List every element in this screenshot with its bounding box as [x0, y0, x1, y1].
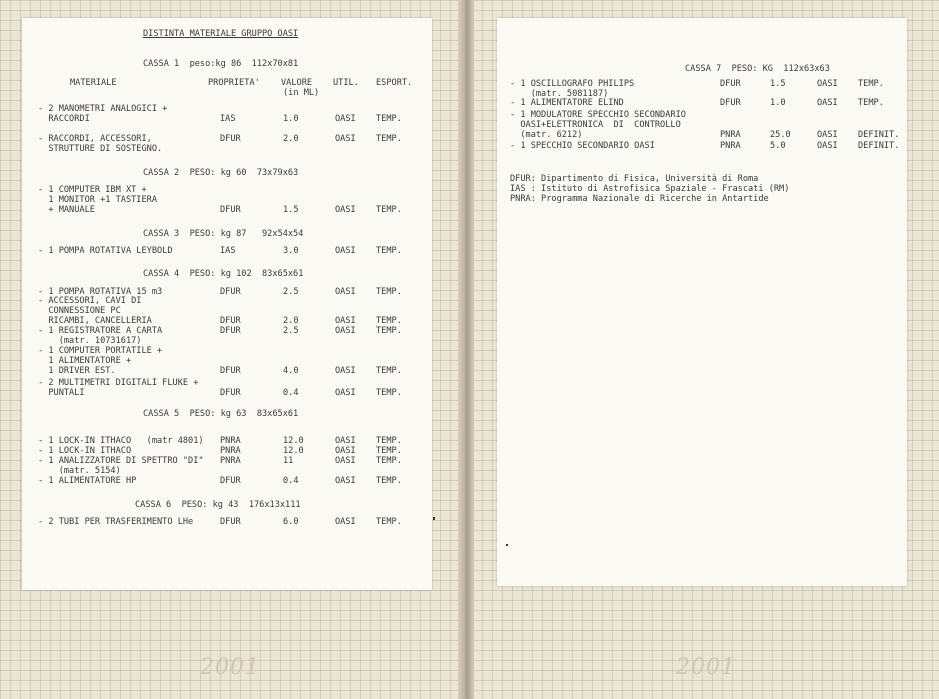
item-export: TEMP.: [376, 366, 402, 376]
item-use: OASI: [817, 79, 838, 89]
cassa3-header: CASSA 3 PESO: kg 87 92x54x54: [143, 229, 304, 239]
item-description-line: - 1 SPECCHIO SECONDARIO OASI: [510, 141, 655, 151]
item-description-line: (matr. 10731617): [38, 336, 142, 346]
item-description-line: - 1 ALIMENTATORE HP: [38, 476, 137, 486]
item-description-line: STRUTTURE DI SOSTEGNO.: [38, 144, 163, 154]
item-value: 0.4: [283, 476, 299, 486]
item-property: DFUR: [220, 517, 241, 527]
item-value: 1.0: [770, 98, 786, 108]
item-value: 1.5: [283, 205, 299, 215]
item-property: PNRA: [720, 130, 741, 140]
item-description-line: - 1 REGISTRATORE A CARTA: [38, 326, 163, 336]
item-description-line: (matr. 6212): [510, 130, 583, 140]
item-export: TEMP.: [376, 287, 402, 297]
notebook-spine: [458, 0, 474, 699]
item-value: 12.0: [283, 436, 304, 446]
legend-line-ias: IAS : Istituto di Astrofisica Spaziale - Frascati (RM): [510, 184, 790, 194]
cassa5-header: CASSA 5 PESO: kg 63 83x65x61: [143, 409, 299, 419]
item-description-line: 1 ALIMENTATORE +: [38, 356, 132, 366]
item-export: TEMP.: [858, 98, 884, 108]
item-property: DFUR: [220, 388, 241, 398]
item-export: TEMP.: [376, 326, 402, 336]
item-description-line: - 1 MODULATORE SPECCHIO SECONDARIO: [510, 110, 686, 120]
item-use: OASI: [335, 388, 356, 398]
ink-mark: [506, 544, 508, 546]
item-value: 5.0: [770, 141, 786, 151]
item-export: TEMP.: [376, 517, 402, 527]
item-export: TEMP.: [376, 388, 402, 398]
cassa2-header: CASSA 2 PESO: kg 60 73x79x63: [143, 168, 299, 178]
item-use: OASI: [817, 130, 838, 140]
item-description-line: - 1 LOCK-IN ITHACO (matr 4801): [38, 436, 204, 446]
item-description-line: - 1 ANALIZZATORE DI SPETTRO "DI": [38, 456, 204, 466]
item-export: TEMP.: [376, 456, 402, 466]
col-header-value-unit: (in ML): [283, 88, 320, 98]
item-description-line: - 1 COMPUTER PORTATILE +: [38, 346, 163, 356]
item-value: 6.0: [283, 517, 299, 527]
item-description-line: - 1 LOCK-IN ITHACO: [38, 446, 132, 456]
item-property: PNRA: [220, 456, 241, 466]
item-value: 25.0: [770, 130, 791, 140]
item-property: DFUR: [220, 476, 241, 486]
item-use: OASI: [335, 316, 356, 326]
item-use: OASI: [335, 517, 356, 527]
item-export: TEMP.: [858, 79, 884, 89]
item-description-line: + MANUALE: [38, 205, 95, 215]
item-use: OASI: [335, 456, 356, 466]
item-property: DFUR: [220, 366, 241, 376]
item-use: OASI: [335, 114, 356, 124]
item-description-line: OASI+ELETTRONICA DI CONTROLLO: [510, 120, 681, 130]
item-value: 0.4: [283, 388, 299, 398]
item-value: 2.0: [283, 316, 299, 326]
item-export: TEMP.: [376, 114, 402, 124]
item-export: TEMP.: [376, 436, 402, 446]
item-export: TEMP.: [376, 316, 402, 326]
item-property: PNRA: [720, 141, 741, 151]
cassa7-header: CASSA 7 PESO: KG 112x63x63: [685, 64, 830, 74]
legend-line-dfur: DFUR: Dipartimento di Fisica, Università di Roma: [510, 174, 759, 184]
item-export: DEFINIT.: [858, 130, 900, 140]
item-property: PNRA: [220, 436, 241, 446]
item-property: PNRA: [220, 446, 241, 456]
item-value: 1.0: [283, 114, 299, 124]
col-header-material: MATERIALE: [70, 78, 117, 88]
item-property: DFUR: [220, 326, 241, 336]
item-property: DFUR: [220, 134, 241, 144]
item-property: DFUR: [220, 287, 241, 297]
item-description-line: RACCORDI: [38, 114, 90, 124]
item-value: 3.0: [283, 246, 299, 256]
cassa1-header: CASSA 1 peso:kg 86 112x70x81: [143, 59, 299, 69]
item-export: TEMP.: [376, 205, 402, 215]
item-export: DEFINIT.: [858, 141, 900, 151]
item-description-line: - 1 OSCILLOGRAFO PHILIPS: [510, 79, 635, 89]
cassa4-header: CASSA 4 PESO: kg 102 83x65x61: [143, 269, 304, 279]
item-use: OASI: [335, 366, 356, 376]
year-watermark-right: 2001: [676, 655, 736, 680]
col-header-property: PROPRIETA': [208, 78, 260, 88]
item-description-line: CONNESSIONE PC: [38, 306, 121, 316]
item-value: 4.0: [283, 366, 299, 376]
item-use: OASI: [335, 287, 356, 297]
item-description-line: - 1 COMPUTER IBM XT +: [38, 185, 147, 195]
item-use: OASI: [335, 246, 356, 256]
cassa6-header: CASSA 6 PESO: kg 43 176x13x111: [135, 500, 301, 510]
item-value: 11: [283, 456, 294, 466]
item-property: DFUR: [220, 316, 241, 326]
item-property: IAS: [220, 246, 236, 256]
ink-mark: [433, 517, 435, 520]
item-use: OASI: [817, 98, 838, 108]
item-property: DFUR: [220, 205, 241, 215]
item-use: OASI: [335, 134, 356, 144]
item-use: OASI: [335, 476, 356, 486]
item-description-line: (matr. 5081187): [510, 89, 609, 99]
item-description-line: (matr. 5154): [38, 466, 121, 476]
item-description-line: - 1 POMPA ROTATIVA LEYBOLD: [38, 246, 173, 256]
item-description-line: - 2 MULTIMETRI DIGITALI FLUKE +: [38, 378, 199, 388]
item-value: 2.5: [283, 287, 299, 297]
item-property: DFUR: [720, 98, 741, 108]
item-description-line: 1 MONITOR +1 TASTIERA: [38, 195, 157, 205]
item-property: IAS: [220, 114, 236, 124]
item-value: 2.0: [283, 134, 299, 144]
item-property: DFUR: [720, 79, 741, 89]
item-use: OASI: [335, 446, 356, 456]
item-use: OASI: [817, 141, 838, 151]
item-use: OASI: [335, 326, 356, 336]
col-header-value: VALORE: [281, 78, 313, 88]
item-description-line: 1 DRIVER EST.: [38, 366, 116, 376]
item-export: TEMP.: [376, 134, 402, 144]
item-value: 1.5: [770, 79, 786, 89]
item-description-line: - RACCORDI, ACCESSORI,: [38, 134, 152, 144]
item-description-line: - ACCESSORI, CAVI DI: [38, 296, 142, 306]
item-description-line: - 1 ALIMENTATORE ELIND: [510, 98, 624, 108]
col-header-export: ESPORT.: [376, 78, 413, 88]
item-export: TEMP.: [376, 446, 402, 456]
item-value: 12.0: [283, 446, 304, 456]
item-use: OASI: [335, 205, 356, 215]
document-title: DISTINTA MATERIALE GRUPPO OASI: [143, 29, 299, 39]
item-description-line: RICAMBI, CANCELLERIA: [38, 316, 152, 326]
legend-line-pnra: PNRA: Programma Nazionale di Ricerche in Antartide: [510, 194, 769, 204]
item-description-line: - 2 MANOMETRI ANALOGICI +: [38, 104, 168, 114]
item-export: TEMP.: [376, 246, 402, 256]
item-description-line: - 1 POMPA ROTATIVA 15 m3: [38, 287, 163, 297]
item-export: TEMP.: [376, 476, 402, 486]
item-value: 2.5: [283, 326, 299, 336]
item-use: OASI: [335, 436, 356, 446]
item-description-line: PUNTALI: [38, 388, 85, 398]
item-description-line: - 2 TUBI PER TRASFERIMENTO LHe: [38, 517, 194, 527]
col-header-use: UTIL.: [333, 78, 359, 88]
year-watermark-left: 2001: [200, 655, 260, 680]
